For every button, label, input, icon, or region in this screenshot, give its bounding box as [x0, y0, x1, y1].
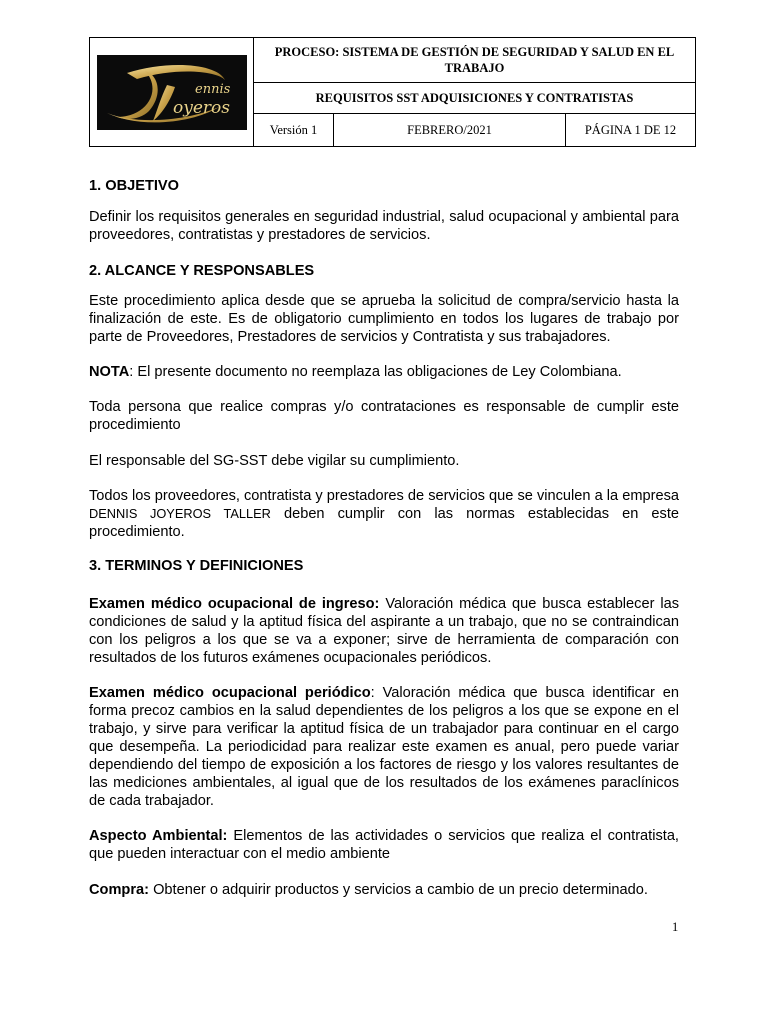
- note-text: : El presente documento no reemplaza las obligaciones de Ley Colombiana.: [129, 364, 622, 380]
- definition-term: Aspecto Ambiental:: [89, 828, 228, 844]
- page-cell: PÁGINA 1 DE 12: [566, 114, 696, 147]
- company-logo: [97, 55, 247, 130]
- definition-entry: [89, 684, 679, 810]
- process-title: PROCESO: SISTEMA DE GESTIÓN DE SEGURIDAD Y SALUD EN EL TRABAJO: [254, 38, 696, 83]
- definition-term: Compra:: [89, 882, 149, 898]
- section-2-heading: 2. ALCANCE Y RESPONSABLES: [89, 263, 315, 279]
- page-number: 1: [672, 920, 679, 934]
- logo-text-bottom: oyeros: [172, 97, 230, 118]
- section-1-text: Definir los requisitos generales en seguridad industrial, salud ocupacional y ambiental para proveedores, contratistas y prestadores de servicios.: [89, 209, 679, 243]
- responsibility-paragraph: Toda persona que realice compras y/o contrataciones es responsable de cumplir este procedimiento: [89, 399, 679, 433]
- document-header-table: [89, 37, 696, 147]
- providers-paragraph: [89, 487, 679, 541]
- note-label: NOTA: [89, 364, 130, 380]
- providers-text-a: Todos los proveedores, contratista y prestadores de servicios que se vinculen a la empresa: [89, 488, 679, 504]
- version-cell: Versión 1: [254, 114, 334, 147]
- definition-term: Examen médico ocupacional periódico: [89, 685, 371, 701]
- section-1-heading: 1. OBJETIVO: [89, 178, 180, 194]
- definition-text: Valoración médica que busca establecer las condiciones de salud y la aptitud física del aspirante a un trabajo, que no se contraindican con los peligros a los que se va a exponer; sirve de herramienta de comparación con resultados de los futuros exámenes ocupacionales periódicos.: [89, 596, 679, 666]
- date-cell: FEBRERO/2021: [334, 114, 566, 147]
- sgsst-paragraph: El responsable del SG-SST debe vigilar su cumplimiento.: [89, 453, 460, 469]
- definition-term: Examen médico ocupacional de ingreso:: [89, 596, 380, 612]
- note-paragraph: [89, 363, 679, 381]
- logo-text-top: ennis: [194, 81, 230, 97]
- document-body: [89, 177, 679, 899]
- definition-text: Elementos de las actividades o servicios que realiza el contratista, que pueden interactuar con el medio ambiente: [89, 828, 679, 862]
- providers-text-b: deben cumplir con las normas establecidas en este procedimiento.: [89, 506, 679, 540]
- definition-entry: [89, 881, 679, 899]
- company-name: DENNIS JOYEROS TALLER: [89, 506, 271, 521]
- section-3-heading: 3. TERMINOS Y DEFINICIONES: [89, 558, 304, 574]
- document-title: REQUISITOS SST ADQUISICIONES Y CONTRATISTAS: [254, 83, 696, 114]
- definition-text: : Valoración médica que busca identificar en forma precoz cambios en la salud dependientes de los peligros a los que se expone en el trabajo, y sirve para verificar la aptitud física de un trabajador para continuar en el cargo que desempeña. La periodicidad para realizar este examen es anual, pero puede variar dependiendo del tiempo de exposición a los factores de riesgo y los valores resultantes de las mediciones ambientales, al igual que de los resultados de los exámenes paraclínicos de cada trabajador.: [89, 685, 679, 809]
- definition-entry: [89, 595, 679, 667]
- logo-cell: [90, 38, 254, 147]
- scope-paragraph: Este procedimiento aplica desde que se aprueba la solicitud de compra/servicio hasta la finalización de este. Es de obligatorio cumplimiento en todos los lugares de trabajo por parte de Proveedores, Prestadores de servicios y Contratista y sus trabajadores.: [89, 293, 679, 345]
- definition-text: Obtener o adquirir productos y servicios a cambio de un precio determinado.: [153, 882, 648, 898]
- definition-entry: [89, 827, 679, 863]
